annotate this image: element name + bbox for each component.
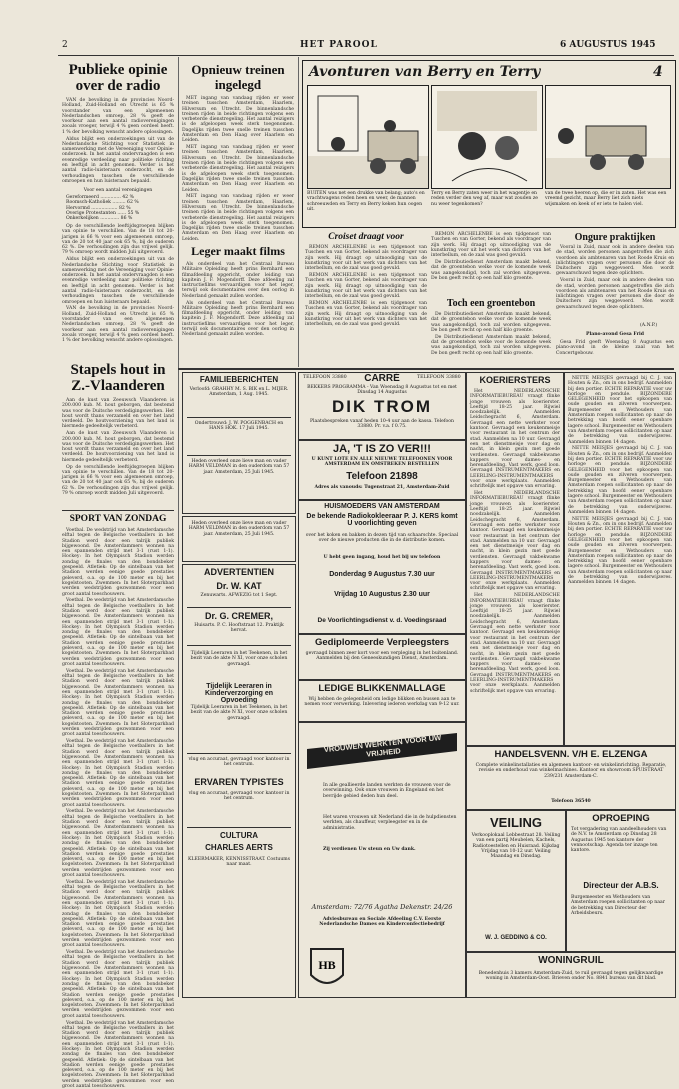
ad-name: Dr. W. KAT bbox=[216, 581, 262, 591]
article-body: Op de verschillende leeftijdsgroepen blijken van opinie te verschillen. Van de 18 tot 20-jarigen is 66 % voor een algemeenen omroep, van de 20 tot 40 jaar ook 65 %, bij de ouderen 62 %. De verhoudingen zijn dus vrijwel gelijk. 79 % omroep wordt midden Juli uitgevoerd. bbox=[62, 224, 174, 256]
ad-address: Amsterdam: 72/76 Agatha Dekenstr. 24/26 bbox=[311, 903, 453, 911]
newspaper-name: HET PAROOL bbox=[300, 40, 378, 50]
classified-ads bbox=[568, 376, 672, 740]
article-body: De Distributiedienst Amsterdam maakt bekend, dat de groentebon welke voor de komende week was aangekondigd, toch zal worden uitgegeven. De bon geeft recht op een half kilo groente. bbox=[431, 259, 551, 281]
ad-text: gevraagd binnen zeer kort voor een verpleging in het buitenland. Aanmelden bij den Geneeskundigen Dienst, Amsterdam. bbox=[305, 651, 459, 662]
classified-ads bbox=[470, 389, 560, 741]
ad-phone: Telefoon 21898 bbox=[346, 471, 418, 482]
ad-title: LEDIGE BLIKKENMALLAGE bbox=[318, 683, 446, 694]
headline-treinen: Opnieuw treinen ingelegd bbox=[191, 62, 285, 92]
ad-text: U hebt geen ingang, houd het bij uw telefoon bbox=[323, 555, 441, 560]
article-body: Aldus blijkt een onderzoekingen uit van de Nederlandsche Stichting voor Statistiek in samenwerking met de Vereeniging voor Opinie-onderzoek. In het aantal ondervraagden is een evenredige verdeeling naar politieke richting en leeftijd in acht genomen. Verder is het aantal radio-luisteraars onderzocht, en de verhoudingen tusschen de verschillende omroepen en hun luisteraars bepaald. bbox=[62, 257, 174, 305]
comic-panel-3 bbox=[545, 85, 671, 189]
article-body: Aan de kust van Zeeuwsch Vlaanderen is 200.000 kub. M. hout geborgen, dat bestemd was voor de Duitsche verdedigingswerken. Het hout wordt thans verzameld en over het land verdeeld. De houtvoorziening van het land is hiermede gedeeltelijk verbeterd. bbox=[62, 398, 174, 430]
header-rule bbox=[58, 55, 674, 56]
ad-date: Donderdag 9 Augustus 7.30 uur bbox=[329, 571, 435, 578]
article-continued bbox=[62, 224, 174, 356]
ad-text: In alle geallieerde landen werkten de vrouwen voor de overwinning. Ook onze vrouwen in Engeland en het bevrijde gebied deden hun deel. bbox=[323, 783, 451, 799]
ad-name: ERVAREN TYPISTES bbox=[194, 777, 284, 787]
table-title: Voor een aantal verenigingen bbox=[83, 188, 153, 193]
opinion-table bbox=[66, 195, 174, 221]
ad-title: OPROEPING bbox=[592, 813, 650, 824]
article-body: Gesa Frid geeft Woensdag 8 Augustus een piano-avond in de kleine zaal van het Concertgebouw. bbox=[556, 340, 674, 356]
article-ongure bbox=[556, 245, 674, 323]
ad-address: Adres als vanouds: Tugenstraat 21, Amsterdam-Zuid bbox=[314, 485, 450, 490]
family-ad: Verloofd: GRAHHY M. S. BIK en L. MIJER. Amsterdam, 1 Aug. 1945. bbox=[189, 387, 289, 398]
article-body: Voetbal. De wedstrijd van het Amsterdamsche elftal tegen de Belgische voetballers in het Stadion werd door een talrijk publiek bijgewoond. De Amsterdammers wonnen na een spannenden strijd met 3-1 (rust 1-1). Hockey: In het Olympisch Stadion werden zondag de finales van den bondsbeker gespeeld. Atletiek: Op de sintelbaan van het Stadion werden eenige goede prestaties geleverd, o.a. op de 100 meter en bij het kogelstooten. Zwemmen: In het Sloterparkbad werden wedstrijden gezwommen voor een groot aantal toeschouwers. bbox=[62, 598, 174, 667]
carre-phone: TELEFOON 33880 bbox=[303, 375, 347, 380]
carre-show: DIK TROM bbox=[331, 397, 433, 416]
table-row: Onkerkelijken ............. 86 % bbox=[66, 216, 133, 222]
blikken-ad bbox=[298, 680, 466, 722]
vrouwen-banner-text: VROUWEN WERKTEN VOOR UW VRIJHEID bbox=[323, 732, 442, 759]
article-body: De Distributiedienst Amsterdam maakt bekend, dat de groentebon welke voor de komende week was aangekondigd, toch zal worden uitgegeven. De bon geeft recht op een half kilo groente. bbox=[431, 334, 551, 356]
comic-panel-2 bbox=[431, 85, 543, 189]
ad-title: JA, 'T IS ZO VER!!! bbox=[333, 443, 431, 455]
ad-name: Tijdelijk Leeraren in Kinderverzorging en Opvoeding bbox=[204, 683, 274, 704]
article-continued bbox=[431, 232, 551, 294]
article-stapels-hout bbox=[62, 398, 174, 506]
carre-ad bbox=[298, 372, 466, 440]
article-body: Als onderdeel van het Centraal Bureau Militaire Opleiding heeft prins Bernhard een filmafdeeling opgericht, onder leiding van kapitein J. F. Mogendorff. Deze afdeeling zal instructiefilms vervaardigen voor het leger, terwijl ook documentaires over den oorlog in Nederland gemaakt zullen worden. bbox=[182, 262, 294, 299]
article-body: Voetbal. De wedstrijd van het Amsterdamsche elftal tegen de Belgische voetballers in het Stadion werd door een talrijk publiek bijgewoond. De Amsterdammers wonnen na een spannenden strijd met 3-1 (rust 1-1). Hockey: In het Olympisch Stadion werden zondag de finales van den bondsbeker gespeeld. Atletiek: Op de sintelbaan van het Stadion werden eenige goede prestaties geleverd, o.a. op de 100 meter en bij het kogelstooten. Zwemmen: In het Sloterparkbad werden wedstrijden gezwommen voor een groot aantal toeschouwers. bbox=[62, 1020, 174, 1089]
headline-publieke-opinie: Publieke opinie over de radio bbox=[68, 62, 168, 94]
article-body: Voetbal. De wedstrijd van het Amsterdamsche elftal tegen de Belgische voetballers in het Stadion werd door een talrijk publiek bijgewoond. De Amsterdammers wonnen na een spannenden strijd met 3-1 (rust 1-1). Hockey: In het Olympisch Stadion werden zondag de finales van den bondsbeker gespeeld. Atletiek: Op de sintelbaan van het Stadion werden eenige goede prestaties geleverd, o.a. op de 100 meter en bij het kogelstooten. Zwemmen: In het Sloterparkbad werden wedstrijden gezwommen voor een groot aantal toeschouwers. bbox=[62, 668, 174, 738]
article-body: REMON ARCHELENBE is een tijdgenoot van Tuschen en van Gorter, bekend als voordrager van zijn werk. Hij draagt op uitnoodiging van de kunstkring voor uit het werk van dichters van het interbellum, en de zaal was goed gevuld. bbox=[305, 245, 427, 272]
carre-title: CARRÉ bbox=[364, 373, 400, 384]
huismoeders-ad bbox=[298, 500, 466, 634]
headline-piano: Plano-avond Gesa Frid bbox=[586, 332, 644, 337]
section-rule bbox=[62, 510, 174, 511]
elzenga-ad bbox=[466, 746, 676, 810]
ad-text: KLEERMAKER, KENNISSTRAAT. Costuums naar maat. bbox=[187, 857, 290, 868]
family-ad: Heden overleed onze lieve man en vader HARM VELDMAN in den ouderdom van 57 jaar. Amsterdam, 25 Juli 1945. bbox=[188, 459, 290, 475]
ad-text: Burgemeester en Wethouders van Amsterdam roepen sollicitanten op naar de betrekking van Directeur der Arbeidsbeurs. bbox=[571, 895, 665, 916]
ad-text: Huisarts. P. C. Hooftstraat 12. Praktijk hervat. bbox=[194, 623, 284, 634]
ad-text: Het waren vrouwen uit Nederland die in de hulpdiensten werkten, als chauffeur, verpleegster en in de administratie. bbox=[323, 815, 457, 831]
article-sport bbox=[62, 528, 174, 1089]
classified-ad: NETTE MEISJES gevraagd bij C. J. van Houten & Zn., om in ons bedrijf. Aanmelden bij den portier. ECHTE REPARATIE voor uw horloge en pendule. BIJZONDERE GELEGENHEID voor het opkoopen van oude gouden en zilveren voorwerpen. Burgemeester en Wethouders van Amsterdam roepen sollicitanten op naar de betrekking van hoofd eener openbare lagere school. Burgemeester en Wethouders van Amsterdam roepen sollicitanten op naar de betrekking van onderwijzeres. Aanmelden binnen 14 dagen. bbox=[568, 516, 672, 586]
article-publieke-opinie bbox=[62, 98, 174, 186]
article-body: REMON ARCHELENBE is een tijdgenoot van Tuschen en van Gorter, bekend als voordrager van zijn werk. Hij draagt op uitnoodiging van de kunstkring voor uit het werk van dichters van het interbellum, en de zaal was goed gevuld. bbox=[305, 272, 427, 300]
ad-address: Adviesbureau en Sociale Afdeeling C.V. Eerste Nederlandsche Dames en Kinderconfectiebedrijf bbox=[319, 917, 445, 928]
classified-ad: NETTE MEISJES gevraagd bij C. J. van Houten & Zn., om in ons bedrijf. Aanmelden bij den portier. ECHTE REPARATIE voor uw horloge en pendule. BIJZONDERE GELEGENHEID voor het opkoopen van oude gouden en zilveren voorwerpen. Burgemeester en Wethouders van Amsterdam roepen sollicitanten op naar de betrekking van hoofd eener openbare lagere school. Burgemeester en Wethouders van Amsterdam roepen sollicitanten op naar de betrekking van onderwijzeres. Aanmelden binnen 14 dagen. bbox=[568, 376, 672, 445]
ad-subtitle: De bekende Radiokokleeraar P. J. KERS komt U voorlichting geven bbox=[306, 513, 458, 527]
ad-text: vlug en accuraat, gevraagd voor kantoor in het centrum. bbox=[188, 791, 290, 802]
carre-phone: TELEFOON 33880 bbox=[417, 375, 461, 380]
family-ad: Ondertrouwd: J. W. POGGENBACH en HANS HOK. 17 Juli 1945. bbox=[194, 421, 284, 432]
koeriersters-column bbox=[466, 372, 564, 746]
article-body: VAN de bevolking in de provincies Noord-Holland, Zuid-Holland en Utrecht is 65 % voorstander van een algemeenen Nederlandschen omroep, 28 % geeft de voorkeur aan een aantal radioverenigingen zooals vroeger, terwijl 4 % geen oordeel heeft. 1 % der bevolking wenscht andere oplossingen. bbox=[62, 306, 174, 344]
article-credit: (A.N.P.) bbox=[640, 323, 658, 328]
headline-croiset: Croiset draagt voor bbox=[328, 232, 404, 242]
ad-subtitle: Directeur der A.B.S. bbox=[583, 881, 659, 890]
table-row: Overige Protestanten ...... 55 % bbox=[66, 210, 140, 216]
article-body: Voetbal. De wedstrijd van het Amsterdamsche elftal tegen de Belgische voetballers in het Stadion werd door een talrijk publiek bijgewoond. De Amsterdammers wonnen na een spannenden strijd met 3-1 (rust 1-1). Hockey: In het Olympisch Stadion werden zondag de finales van den bondsbeker gespeeld. Atletiek: Op de sintelbaan van het Stadion werden eenige goede prestaties geleverd, o.a. op de 100 meter en bij het kogelstooten. Zwemmen: In het Sloterparkbad werden wedstrijden gezwommen voor een groot aantal toeschouwers. bbox=[62, 879, 174, 949]
article-croiset bbox=[305, 245, 427, 365]
veiling-ad bbox=[466, 810, 566, 952]
article-body: Als onderdeel van het Centraal Bureau Militaire Opleiding heeft prins Bernhard een filmafdeeling opgericht, onder leiding van kapitein J. F. Mogendorff. Deze afdeeling zal instructiefilms vervaardigen voor het leger, terwijl ook documentaires over den oorlog in Nederland gemaakt zullen worden. bbox=[182, 300, 294, 338]
vrouwen-ad bbox=[298, 722, 466, 998]
comic-panel-1 bbox=[307, 85, 429, 189]
article-body: REMON ARCHELENBE is een tijdgenoot van Tuschen en van Gorter, bekend als voordrager van zijn werk. Hij draagt op uitnoodiging van de kunstkring voor uit het werk van dichters van het interbellum, en de zaal was goed gevuld. bbox=[305, 300, 427, 328]
ad-phone: Telefoon 36540 bbox=[551, 799, 591, 804]
article-body: Vooral in Zuid, maar ook in andere deelen van de stad, worden personen aangetroffen die zich voordoen als ambtenaren van het Roode Kruis en inlichtingen vragen over personen die door de Duitschers zijn weggevoerd. Men wordt gewaarschuwd tegen deze oplichters. bbox=[556, 245, 674, 277]
carre-text: Plaatsbespreken vanaf heden 10-4 uur aan de kassa. Telefoon 33880. Pr. v.a. f 0.75. bbox=[309, 419, 455, 430]
ad-text: Tijdelijk Leeraren in het Teekenen, in het bezit van de akte N XI, voor onze scholen gevraagd. bbox=[190, 705, 288, 721]
headline-sport: SPORT VAN ZONDAG bbox=[69, 514, 167, 524]
page-number: 2 bbox=[62, 40, 68, 50]
ad-text: Verkooplokaal Lebbestraat 28. Veiling van een partij Meubelen, Kachels, Radiotoestellen en Huisraad. Kijkdag Vrijdag van 10-12 uur. Veiling Maandag en Dinsdag. bbox=[471, 833, 561, 860]
ad-text: vlug en accuraat, gevraagd voor kantoor in het centrum. bbox=[188, 757, 290, 768]
table-row: Hervormd .................. 82 % bbox=[66, 205, 131, 211]
comic-title: Avonturen van Berry en Terry bbox=[309, 64, 541, 80]
ad-text: Zenuwarts. AFWEZIG tot 1 Sept. bbox=[200, 593, 278, 598]
article-body: Voetbal. De wedstrijd van het Amsterdamsche elftal tegen de Belgische voetballers in het Stadion werd door een talrijk publiek bijgewoond. De Amsterdammers wonnen na een spannenden strijd met 3-1 (rust 1-1). Hockey: In het Olympisch Stadion werden zondag de finales van den bondsbeker gespeeld. Atletiek: Op de sintelbaan van het Stadion werden eenige goede prestaties geleverd, o.a. op de 100 meter en bij het kogelstooten. Zwemmen: In het Sloterparkbad werden wedstrijden gezwommen voor een groot aantal toeschouwers. bbox=[62, 739, 174, 808]
article-body: MET ingang van vandaag rijden er weer treinen tusschen Amsterdam, Haarlem, Hilversum en Utrecht. De binnenlandsche treinen rijden in beide richtingen volgens een verbeterde dienstregeling. Het aantal reizigers is de afgeloopen week sterk toegenomen. Dagelijks rijden twee snelle treinen tusschen Amsterdam en Den Haag over Haarlem en Leiden. bbox=[182, 96, 294, 144]
ad-text: Complete winkelinstallaties en algemeen kantoor- en winkelinrichting. Reparatie, revisie en onderhoud van winkelmachines. Kantoor en showroom SPUISTRAAT 239/231 Amsterdam-C. bbox=[475, 763, 667, 779]
advertentien-box bbox=[182, 564, 296, 998]
classified-column bbox=[564, 372, 676, 746]
ad-date: Vrijdag 10 Augustus 2.30 uur bbox=[334, 591, 430, 598]
oproeping-ad bbox=[566, 810, 676, 952]
ad-title: Gediplomeerde Verpleegsters bbox=[314, 637, 450, 648]
headline-ongure: Ongure praktijken bbox=[574, 232, 656, 243]
article-body: REMON ARCHELENBE is een tijdgenoot van Tuschen en van Gorter, bekend als voordrager van zijn werk. Hij draagt op uitnoodiging van de kunstkring voor uit het werk van dichters van het interbellum, en de zaal was goed gevuld. bbox=[431, 232, 551, 259]
article-body: Aan de kust van Zeeuwsch Vlaanderen is 200.000 kub. M. hout geborgen, dat bestemd was voor de Duitsche verdedigingswerken. Het hout wordt thans verzameld en over het land verdeeld. De houtvoorziening van het land is hiermede gedeeltelijk verbeterd. bbox=[62, 431, 174, 463]
table-row: Gereformeerd .............. 42 % bbox=[66, 195, 134, 200]
ad-text: Tijdelijk Leeraren in het Teekenen, in het bezit van de akte N XI, voor onze scholen gevraagd. bbox=[190, 651, 288, 667]
ad-title: HANDELSVENN. V/H E. ELZENGA bbox=[494, 749, 648, 760]
article-body: Op de verschillende leeftijdsgroepen blijken van opinie te verschillen. Van de 18 tot 20-jarigen is 66 % voor een algemeenen omroep, van de 20 tot 40 jaar ook 65 %, bij de ouderen 62 %. De verhoudingen zijn dus vrijwel gelijk. 79 % omroep wordt midden Juli uitgevoerd. bbox=[62, 464, 174, 497]
ad-name: CULTURA bbox=[219, 831, 259, 840]
svg-text:HB: HB bbox=[318, 958, 336, 972]
page-date: 6 AUGUSTUS 1945 bbox=[560, 40, 656, 50]
ad-text: Tot vergadering van aandeelhouders van de N.V. te Amsterdam op Dinsdag 28 Augustus 1945 ten kantore der vennootschap. Agenda ter inzage ten kantore. bbox=[571, 827, 667, 854]
article-body: Voetbal. De wedstrijd van het Amsterdamsche elftal tegen de Belgische voetballers in het Stadion werd door een talrijk publiek bijgewoond. De Amsterdammers wonnen na een spannenden strijd met 3-1 (rust 1-1). Hockey: In het Olympisch Stadion werden zondag de finales van den bondsbeker gespeeld. Atletiek: Op de sintelbaan van het Stadion werden eenige goede prestaties geleverd, o.a. op de 100 meter en bij het kogelstooten. Zwemmen: In het Sloterparkbad werden wedstrijden gezwommen voor een groot aantal toeschouwers. bbox=[62, 528, 174, 597]
classified-ad: Het NEDERLANDSCHE INFORMATIEBUREAU vraagt flinke jonge vrouwen als koerierster. Leeftijd 18-25 jaar. Rijwiel noodzakelijk. Aanmelden Leidschegracht 6, Amsterdam. Gevraagd een nette werkster voor kantoor. Gevraagd een keukenmeisje voor restaurant in het centrum der stad. Aanmelden na 10 uur. Gevraagd een net dienstmeisje voor dag en nacht, in klein gezin met goede verdiensten. Gevraagd vakbekwame kappers voor dames- en herenafdeeling. Vast werk, goed loon. Gevraagd INSTRUMENTMAKERS en LEERLING-INSTRUMENTMAKERS voor onze werkplaats. Aanmelden schriftelijk met opgave van ervaring. bbox=[470, 593, 560, 694]
woningruil-ad bbox=[466, 952, 676, 998]
comic-strip bbox=[302, 60, 676, 228]
verpleegsters-ad bbox=[298, 634, 466, 680]
advertentien-title: ADVERTENTIEN bbox=[203, 567, 274, 577]
classified-ad: NETTE MEISJES gevraagd bij C. J. van Houten & Zn., om in ons bedrijf. Aanmelden bij den portier. ECHTE REPARATIE voor uw horloge en pendule. BIJZONDERE GELEGENHEID voor het opkoopen van oude gouden en zilveren voorwerpen. Burgemeester en Wethouders van Amsterdam roepen sollicitanten op naar de betrekking van hoofd eener openbare lagere school. Burgemeester en Wethouders van Amsterdam roepen sollicitanten op naar de betrekking van onderwijzeres. Aanmelden binnen 14 dagen. bbox=[568, 446, 672, 515]
page-header bbox=[0, 38, 679, 54]
article-treinen bbox=[182, 96, 294, 242]
comic-drawing bbox=[308, 86, 428, 188]
column-divider bbox=[178, 57, 179, 997]
ad-name: Dr. G. CREMER, bbox=[204, 611, 273, 621]
article-groentebon bbox=[431, 312, 551, 366]
article-lead: VAN de bevolking in de provincies Noord-Holland, Zuid-Holland en Utrecht is 65 % voorstander van een algemeenen Nederlandschen omroep, 28 % geeft de voorkeur aan een aantal radioverenigingen zooals vroeger, terwijl 4 % geen oordeel heeft. 1 % der bevolking wenscht andere oplossingen. bbox=[62, 98, 174, 135]
ad-name: CHARLES AERTS bbox=[205, 843, 273, 852]
classified-ad: Het NEDERLANDSCHE INFORMATIEBUREAU vraagt flinke jonge vrouwen als koerierster. Leeftijd 18-25 jaar. Rijwiel noodzakelijk. Aanmelden Leidschegracht 6, Amsterdam. Gevraagd een nette werkster voor kantoor. Gevraagd een keukenmeisje voor restaurant in het centrum der stad. Aanmelden na 10 uur. Gevraagd een net dienstmeisje voor dag en nacht, in klein gezin met goede verdiensten. Gevraagd vakbekwame kappers voor dames- en herenafdeeling. Vast werk, goed loon. Gevraagd INSTRUMENTMAKERS en LEERLING-INSTRUMENTMAKERS voor onze werkplaats. Aanmelden schriftelijk met opgave van ervaring. bbox=[470, 389, 560, 490]
telephone-ad bbox=[298, 440, 466, 500]
ad-text: Zij verdienen Uw steun en Uw dank. bbox=[323, 847, 416, 852]
comic-caption-3: Terry en Berry zaten weer in het wagentje en reden verder den weg af, maar wat zouden ze nu weer tegenkomen? bbox=[431, 191, 538, 207]
comic-caption-2: van de twee heeren op, die er in zaten. Het was een vreemd gezicht, maar Berry liet zich niets wijsmaken en keek of er iets te halen viel. bbox=[545, 191, 667, 207]
article-body: Aldus blijkt een onderzoekingen uit van de Nederlandsche Stichting voor Statistiek in samenwerking met de Vereeniging voor Opinie-onderzoek. In het aantal ondervraagden is een evenredige verdeeling naar politieke richting en leeftijd in acht genomen. Verder is het aantal radio-luisteraars onderzocht, en de verhoudingen tusschen de verschillende omroepen en hun luisteraars bepaald. bbox=[62, 136, 174, 184]
family-ad-box bbox=[182, 516, 296, 562]
article-body: Vooral in Zuid, maar ook in andere deelen van de stad, worden personen aangetroffen die zich voordoen als ambtenaren van het Roode Kruis en inlichtingen vragen over personen die door de Duitschers zijn weggevoerd. Men wordt gewaarschuwd tegen deze oplichters. bbox=[556, 278, 674, 310]
column-divider bbox=[298, 57, 299, 367]
ad-title: KOERIERSTERS bbox=[479, 375, 551, 385]
comic-drawing bbox=[546, 86, 670, 188]
comic-caption-1: BUITEN was net een drukke van belang; auto's en vrachtwagens reden heen en weer, de mannen schreeuwden en Terry en Berry keken hun oogen uit. bbox=[307, 191, 425, 212]
article-body: De Distributiedienst Amsterdam maakt bekend, dat de groentebon welke voor de komende week was aangekondigd, toch zal worden uitgegeven. De bon geeft recht op een half kilo groente. bbox=[431, 312, 551, 333]
article-body: MET ingang van vandaag rijden er weer treinen tusschen Amsterdam, Haarlem, Hilversum en Utrecht. De binnenlandsche treinen rijden in beide richtingen volgens een verbeterde dienstregeling. Het aantal reizigers is de afgeloopen week sterk toegenomen. Dagelijks rijden twee snelle treinen tusschen Amsterdam en Den Haag over Haarlem en Leiden. bbox=[182, 194, 294, 242]
comic-number: 4 bbox=[653, 64, 663, 80]
ad-text: over het koken en bakken in dezen tijd van schaarschte. Speciaal over de nieuwe producten die in de distributie komen. bbox=[305, 533, 459, 544]
classified-ad: Het NEDERLANDSCHE INFORMATIEBUREAU vraagt flinke jonge vrouwen als koerierster. Leeftijd 18-25 jaar. Rijwiel noodzakelijk. Aanmelden Leidschegracht 6, Amsterdam. Gevraagd een nette werkster voor kantoor. Gevraagd een keukenmeisje voor restaurant in het centrum der stad. Aanmelden na 10 uur. Gevraagd een net dienstmeisje voor dag en nacht, in klein gezin met goede verdiensten. Gevraagd vakbekwame kappers voor dames- en herenafdeeling. Vast werk, goed loon. Gevraagd INSTRUMENTMAKERS en LEERLING-INSTRUMENTMAKERS voor onze werkplaats. Aanmelden schriftelijk met opgave van ervaring. bbox=[470, 491, 560, 592]
logo-icon bbox=[305, 945, 349, 993]
ad-title: VEILING bbox=[489, 815, 542, 830]
table-row: Roomsch-Katholiek ......... 62 % bbox=[66, 200, 139, 206]
comic-drawing bbox=[432, 86, 542, 188]
ad-text: Benedenhuis 3 kamers Amsterdam-Zuid, te ruil gevraagd tegen gelijkwaardige woning in Amsterdam-Oost. Brieven onder No. 8841 bureau van dit blad. bbox=[478, 971, 664, 982]
article-piano bbox=[556, 340, 674, 366]
ad-footer: De Voorlichtingsdienst v. d. Voedingsraad bbox=[317, 617, 447, 624]
article-body: Voetbal. De wedstrijd van het Amsterdamsche elftal tegen de Belgische voetballers in het Stadion werd door een talrijk publiek bijgewoond. De Amsterdammers wonnen na een spannenden strijd met 3-1 (rust 1-1). Hockey: In het Olympisch Stadion werden zondag de finales van den bondsbeker gespeeld. Atletiek: Op de sintelbaan van het Stadion werden eenige goede prestaties geleverd, o.a. op de 100 meter en bij het kogelstooten. Zwemmen: In het Sloterparkbad werden wedstrijden gezwommen voor een groot aantal toeschouwers. bbox=[62, 809, 174, 878]
carre-subtitle: BEKKERS PROGRAMMA - Van Woensdag 8 Augustus tot en met Dinsdag 14 Augustus bbox=[307, 385, 457, 396]
headline-leger-films: Leger maakt films bbox=[191, 244, 285, 258]
ad-firm: W. J. GEDDING & CO. bbox=[485, 935, 547, 941]
article-leger-films bbox=[182, 262, 294, 362]
section-rule bbox=[178, 368, 674, 370]
familieberichten-title: FAMILIEBERICHTEN bbox=[199, 375, 279, 384]
headline-groentebon: Toch een groentebon bbox=[446, 298, 536, 309]
article-body: MET ingang van vandaag rijden er weer treinen tusschen Amsterdam, Haarlem, Hilversum en Utrecht. De binnenlandsche treinen rijden in beide richtingen volgens een verbeterde dienstregeling. Het aantal reizigers is de afgeloopen week sterk toegenomen. Dagelijks rijden twee snelle treinen tusschen Amsterdam en Den Haag over Haarlem en Leiden. bbox=[182, 145, 294, 193]
ad-text: U KUNT LOTE EN ALLE NIEUWE TELEFOONEN VOOR AMSTERDAM EN OMSTREKEN BESTELLEN bbox=[311, 457, 453, 468]
article-body: Voetbal. De wedstrijd van het Amsterdamsche elftal tegen de Belgische voetballers in het Stadion werd door een talrijk publiek bijgewoond. De Amsterdammers wonnen na een spannenden strijd met 3-1 (rust 1-1). Hockey: In het Olympisch Stadion werden zondag de finales van den bondsbeker gespeeld. Atletiek: Op de sintelbaan van het Stadion werden eenige goede prestaties geleverd, o.a. op de 100 meter en bij het kogelstooten. Zwemmen: In het Sloterparkbad werden wedstrijden gezwommen voor een groot aantal toeschouwers. bbox=[62, 950, 174, 1019]
familieberichten-box bbox=[182, 372, 296, 514]
ad-text: Wij hebben de gelegenheid om ledige blikken en bussen aan te nemen voor verwerking. Inlevering iederen werkdag van 9-12 uur. bbox=[304, 697, 460, 708]
family-ad: Heden overleed onze lieve man en vader HARM VELDMAN in den ouderdom van 57 jaar. Amsterdam, 25 Juli 1945. bbox=[188, 521, 290, 537]
headline-stapels-hout: Stapels hout in Z.-Vlaanderen bbox=[70, 362, 166, 394]
ad-title: HUISMOEDERS VAN AMSTERDAM bbox=[324, 503, 440, 510]
ad-title: WONINGRUIL bbox=[538, 955, 604, 966]
